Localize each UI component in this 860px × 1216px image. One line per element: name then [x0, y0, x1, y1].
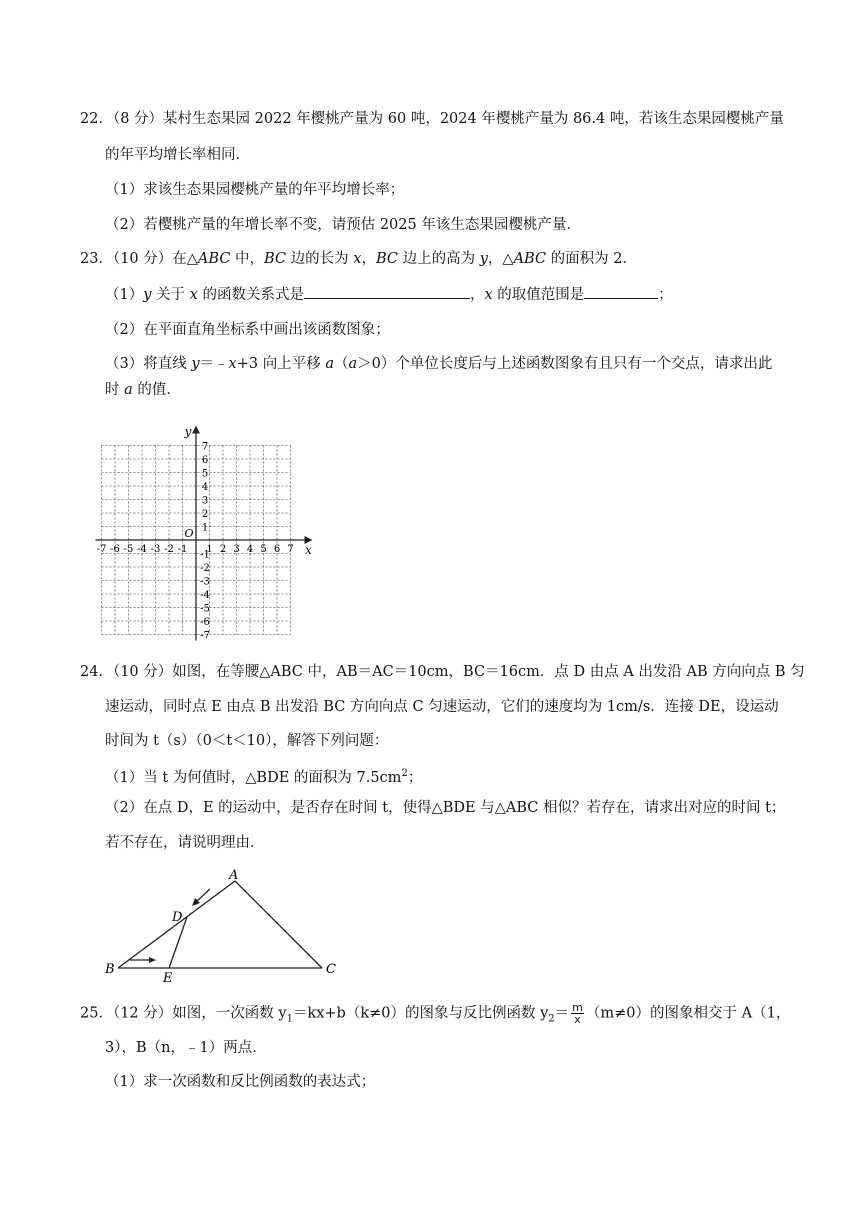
q25-heading: 25．（12 分）如图，一次函数 $y_1=kx+b(k\ne 0)$的图象与反比例函数 $y_2=$ $\frac{m}{x}$ （m≠0）的图象相交于 A（1， [80, 1001, 791, 1026]
x-tick-label: 5 [260, 544, 267, 555]
x-tick-label: 7 [287, 544, 294, 555]
x-tick-label: -3 [150, 544, 161, 555]
coordinate-grid-figure [98, 410, 328, 645]
q22-heading-cont: 的年平均增长率相同． [105, 147, 250, 163]
x-tick-label: -2 [164, 544, 174, 555]
label-e: E [163, 971, 173, 986]
y-axis-label: y [184, 424, 192, 439]
label-a: A [229, 868, 239, 883]
y-tick-label: 6 [201, 455, 209, 466]
q23-heading: 23．（10 分）在△ABC 中，BC 边的长为 x，BC 边上的高为 y，△ABC 的面积为 2． [80, 251, 638, 267]
q22-heading: 22．（8 分）某村生态果园 2022 年樱桃产量为 60 吨，2024 年樱桃产量为 86.4 吨，若该生态果园樱桃产量 [80, 111, 784, 127]
q24-line3: 时间为 t（s）（0＜t＜10），解答下列问题： [105, 733, 389, 749]
x-tick-label: 4 [246, 544, 254, 555]
q25-heading-cont: 3），B（n，﹣1）两点． [105, 1040, 267, 1056]
x-tick-label: -5 [123, 544, 134, 555]
q24-part1: （1）当 t 为何值时，△BDE 的面积为 $7.5cm^2$； [105, 768, 423, 786]
y-tick-label: -2 [200, 563, 210, 574]
x-tick-label: 1 [206, 544, 213, 555]
y-tick-label: -1 [200, 549, 210, 561]
origin-label: O [184, 527, 194, 540]
x-tick-label: -6 [110, 544, 120, 555]
y-axis-arrow [192, 426, 200, 434]
answer-blank-range[interactable] [584, 284, 658, 299]
q23-part1: （1）y 关于 x 的函数关系式是 ，x 的取值范围是 ； [105, 284, 673, 305]
y-tick-label: 1 [201, 522, 209, 534]
y-tick-label: -4 [200, 590, 210, 601]
label-c: C [326, 962, 336, 977]
q24-line2: 速运动，同时点 E 由点 B 出发沿 BC 方向向点 C 匀速运动，它们的速度均为 1cm/s．连接 DE，设运动 [105, 699, 779, 715]
q23-part3: （3）将直线 y＝﹣x+3 向上平移 a（a＞0）个单位长度后与上述函数图象有且只有一个交点，请求出此 [105, 356, 773, 372]
y-tick-label: -7 [200, 630, 210, 642]
q24-part2-cont: 若不存在，请说明理由． [105, 835, 265, 851]
x-axis-label: x [305, 543, 312, 557]
y-tick-label: -3 [200, 576, 210, 588]
y-tick-label: -6 [200, 617, 210, 628]
q24-line1: 24．（10 分）如图，在等腰△ABC 中，AB＝AC＝10cm，BC＝16cm．点 D 由点 A 出发沿 AB 方向向点 B 匀 [80, 664, 805, 680]
y-tick-label: 5 [201, 468, 209, 480]
fraction-m-over-x: $\frac{m}{x}$ [572, 1001, 583, 1026]
x-tick-label: 3 [233, 544, 240, 555]
label-b: B [105, 962, 115, 977]
q25-part1: （1）求一次函数和反比例函数的表达式； [105, 1074, 376, 1090]
x-tick-label: -4 [137, 544, 147, 555]
q22-part2: （2）若樱桃产量的年增长率不变，请预估 2025 年该生态果园樱桃产量． [105, 217, 581, 233]
answer-blank-function[interactable] [304, 284, 470, 299]
x-tick-label: -7 [96, 544, 107, 555]
y-tick-label: 4 [201, 482, 209, 493]
x-tick-label: 6 [273, 544, 281, 555]
y-tick-label: 3 [201, 495, 209, 507]
x-tick-label: 2 [219, 544, 227, 555]
triangle-figure [100, 865, 360, 985]
y-tick-label: -5 [200, 603, 210, 615]
q23-part2: （2）在平面直角坐标系中画出该函数图象； [105, 322, 390, 338]
q22-part1: （1）求该生态果园樱桃产量的年平均增长率； [105, 182, 405, 198]
q23-part3-cont: 时 a 的值． [105, 382, 181, 398]
label-d: D [172, 910, 183, 925]
y-tick-label: 2 [201, 509, 209, 520]
q24-part2: （2）在点 D，E 的运动中，是否存在时间 t，使得△BDE 与△ABC 相似？若存在，请求出对应的时间 t； [105, 800, 786, 816]
arrow-d-shaft [196, 889, 210, 902]
x-tick-label: -1 [177, 544, 188, 555]
arrow-e-head [149, 957, 156, 963]
y-tick-label: 7 [201, 441, 209, 453]
segment-ac [235, 881, 322, 968]
